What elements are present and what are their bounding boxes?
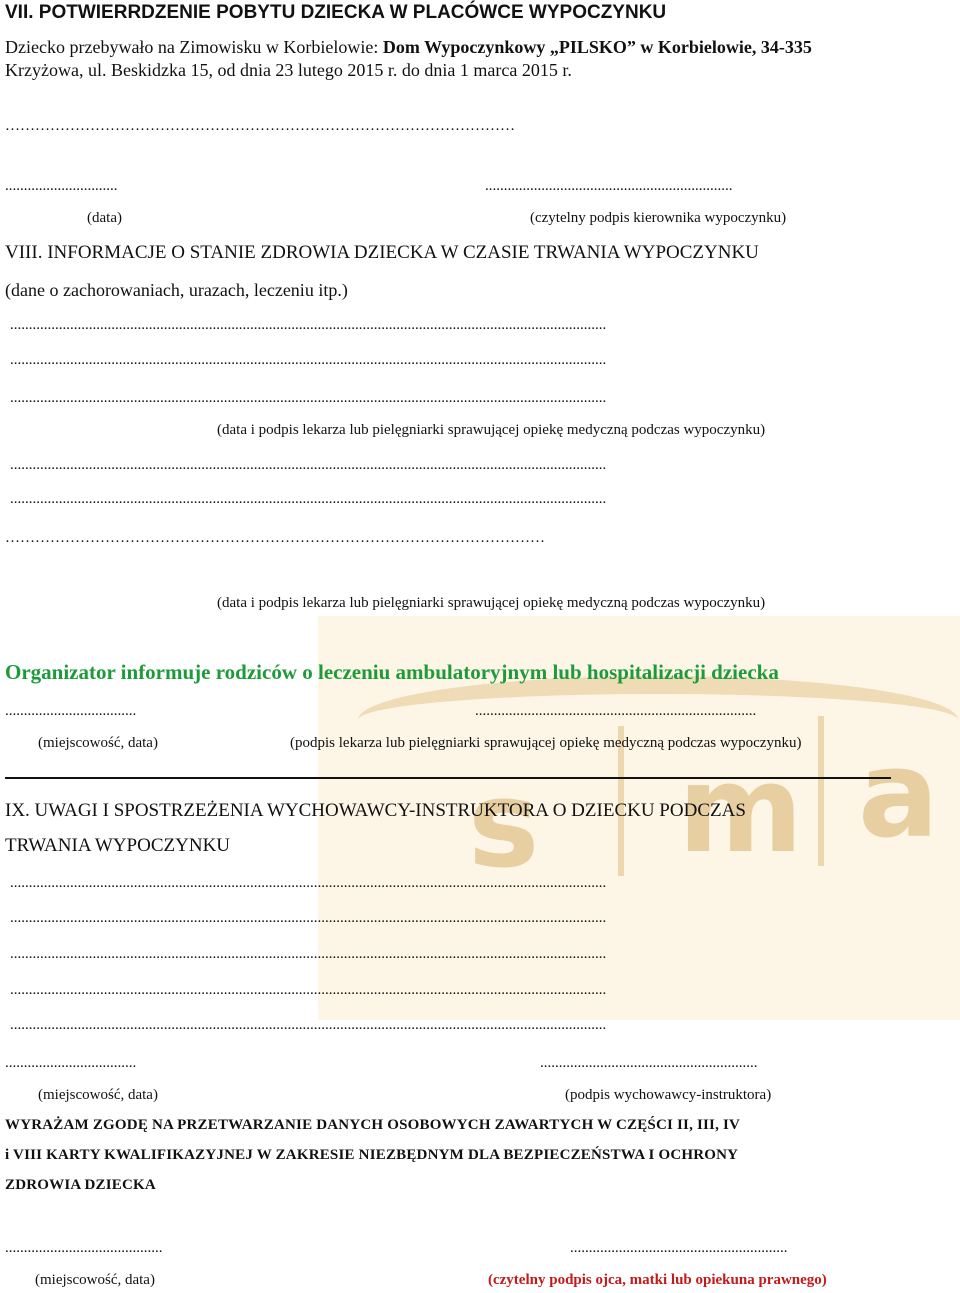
section7-line1-bold: Dom Wypoczynkowy „PILSKO” w Korbielowie, 34-335: [382, 37, 812, 57]
watermark-letter-a: a: [858, 726, 939, 865]
section7-signature-field[interactable]: ..................................................................: [485, 178, 733, 194]
section9-dots-line-2[interactable]: ...............................................................................................................................................................: [10, 910, 607, 926]
section8-dots-line-2[interactable]: ...............................................................................................................................................................: [10, 352, 607, 368]
section9-dots-line-3[interactable]: ...............................................................................................................................................................: [10, 946, 607, 962]
consent-line-2: i VIII KARTY KWALIFIKAZYJNEJ W ZAKRESIE NIEZBĘDNYM DLA BEZPIECZEŃSTWA I OCHRONY: [5, 1147, 739, 1163]
section8-signature-field[interactable]: ...........................................................................: [475, 703, 757, 719]
section8-subtitle: (dane o zachorowaniach, urazach, leczeniu itp.): [5, 280, 348, 300]
section8-notice: Organizator informuje rodziców o leczeniu ambulatoryjnym lub hospitalizacji dziecka: [5, 660, 779, 684]
section7-date-field[interactable]: ..............................: [5, 178, 118, 194]
consent-line-3: ZDROWIA DZIECKA: [5, 1177, 156, 1193]
section8-dots-line-4[interactable]: ...............................................................................................................................................................: [10, 457, 607, 473]
section8-dots-line-1[interactable]: ...............................................................................................................................................................: [10, 317, 607, 333]
consent-signature-caption: (czytelny podpis ojca, matki lub opiekuna prawnego): [488, 1272, 827, 1288]
consent-line-1: WYRAŻAM ZGODĘ NA PRZETWARZANIE DANYCH OSOBOWYCH ZAWARTYCH W CZĘŚCI II, III, IV: [5, 1117, 741, 1133]
section9-signature-field[interactable]: ..........................................................: [540, 1055, 758, 1071]
section9-place-date-field[interactable]: ...................................: [5, 1055, 137, 1071]
section7-line1: [5, 37, 812, 58]
section8-caption-1: (data i podpis lekarza lub pielęgniarki sprawującej opiekę medyczną podczas wypoczynku): [217, 422, 766, 438]
section9-dots-line-4[interactable]: ...............................................................................................................................................................: [10, 982, 607, 998]
section8-dotline[interactable]: ………………………………………………………………………………………………: [5, 530, 545, 546]
section9-title-line-1: IX. UWAGI I SPOSTRZEŻENIA WYCHOWAWCY-INSTRUKTORA O DZIECKU PODCZAS: [5, 800, 746, 821]
section8-place-date-field[interactable]: ...................................: [5, 703, 137, 719]
section9-signature-caption: (podpis wychowawcy-instruktora): [565, 1087, 772, 1103]
consent-signature-field[interactable]: ..........................................................: [570, 1240, 788, 1256]
section7-line1-prefix: Dziecko przebywało na Zimowisku w Korbielowie:: [5, 37, 383, 57]
consent-place-date-field[interactable]: ..........................................: [5, 1240, 163, 1256]
watermark-letter-s: s: [468, 756, 540, 895]
section7-line2: Krzyżowa, ul. Beskidzka 15, od dnia 23 lutego 2015 r. do dnia 1 marca 2015 r.: [5, 60, 572, 80]
consent-place-date-caption: (miejscowość, data): [35, 1272, 155, 1288]
section7-date-caption: (data): [87, 210, 122, 226]
section7-title: VII. POTWIERRDZENIE POBYTU DZIECKA W PLACÓWCE WYPOCZYNKU: [5, 2, 667, 23]
section8-dots-line-5[interactable]: ...............................................................................................................................................................: [10, 491, 607, 507]
section8-caption-2: (data i podpis lekarza lub pielęgniarki sprawującej opiekę medyczną podczas wypoczynku): [217, 595, 766, 611]
section9-dots-line-5[interactable]: ...............................................................................................................................................................: [10, 1017, 607, 1033]
section8-title: VIII. INFORMACJE O STANIE ZDROWIA DZIECKA W CZASIE TRWANIA WYPOCZYNKU: [5, 242, 759, 263]
section8-signature-caption: (podpis lekarza lub pielęgniarki sprawującej opiekę medyczną podczas wypoczynku): [290, 735, 802, 751]
section7-signature-caption: (czytelny podpis kierownika wypoczynku): [530, 210, 787, 226]
section8-dots-line-3[interactable]: ...............................................................................................................................................................: [10, 390, 607, 406]
watermark-letter-m: m: [678, 741, 804, 880]
section-divider: [5, 777, 891, 779]
section9-place-date-caption: (miejscowość, data): [38, 1087, 158, 1103]
section8-place-date-caption: (miejscowość, data): [38, 735, 158, 751]
section9-dots-line-1[interactable]: ...............................................................................................................................................................: [10, 875, 607, 891]
section7-dotline[interactable]: …………………………………………………………………………………………: [5, 118, 515, 134]
section9-title-line-2: TRWANIA WYPOCZYNKU: [5, 835, 231, 856]
